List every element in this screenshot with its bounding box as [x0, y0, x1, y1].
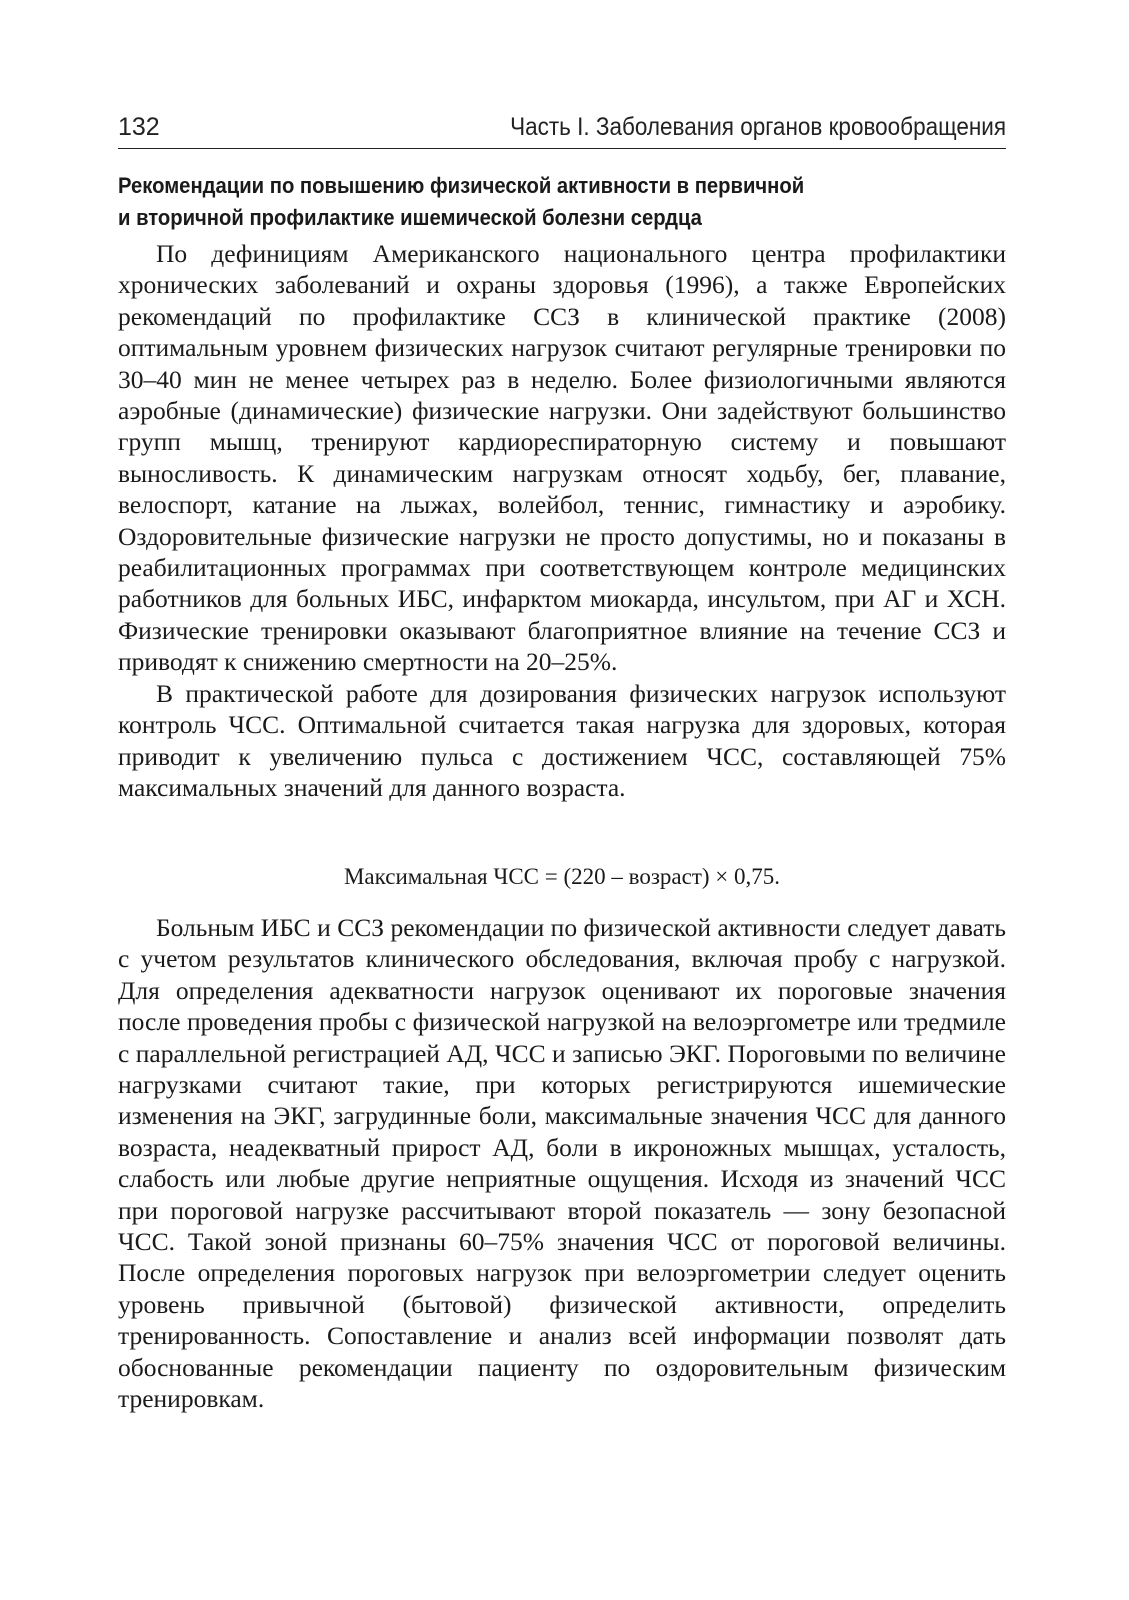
paragraph-recommendations: Больным ИБС и ССЗ рекомендации по физической активности следует давать с учетом результатов клинического обследования, включая пробу с нагрузкой. Для определения адекватности нагрузок оценивают их пороговые значения после проведения пробы с физической нагрузкой на велоэргометре или тредмиле с параллельной регистрацией АД, ЧСС и записью ЭКГ. Пороговыми по величине нагрузками считают такие, при которых регистрируются ишемические изменения на ЭКГ, загрудинные боли, максимальные значения ЧСС для данного возраста, неадекватный прирост АД, боли в икроножных мышцах, усталость, слабость или любые другие неприятные ощущения. Исходя из значений ЧСС при пороговой нагрузке рассчитывают второй показатель — зону безопасной ЧСС. Такой зоной признаны 60–75% значения ЧСС от пороговой величины. После определения пороговых нагрузок при велоэргометрии следует оценить уровень привычной (бытовой) физической активности, определить тренированность. Сопоставление и анализ всей информации позволят дать обоснованные рекомендации пациенту по оздоровительным физическим тренировкам.	[118, 913, 1006, 1414]
section-heading	[118, 170, 1006, 234]
page-number: 132	[118, 113, 160, 141]
paragraph-physical-activity: По дефинициям Американского национального центра профилактики хронических заболеваний и охраны здоровья (1996), а также Европейских рекомендаций по профилактике ССЗ в клинической практике (2008) оптимальным уровнем физических нагрузок считают регулярные тренировки по 30–40 мин не менее четырех раз в неделю. Более физиологичными являются аэробные (динамические) физические нагрузки. Они задействуют большинство групп мышц, тренируют кардиореспираторную систему и повышают выносливость. К динамическим нагрузкам относят ходьбу, бег, плавание, велоспорт, катание на лыжах, волейбол, теннис, гимнастику и аэробику. Оздоровительные физические нагрузки не просто допустимы, но и показаны в реабилитационных программах при соответствующем контроле медицинских работников для больных ИБС, инфарктом миокарда, инсультом, при АГ и ХСН. Физические тренировки оказывают благоприятное влияние на течение ССЗ и приводят к снижению смертности на 20–25%.	[118, 239, 1006, 677]
document-page	[118, 0, 1006, 1600]
section-heading-line-2: и вторичной профилактике ишемической болезни сердца	[118, 205, 702, 230]
body-text-block-1	[118, 238, 1006, 803]
running-header	[118, 112, 1006, 149]
section-heading-line-1: Рекомендации по повышению физической активности в первичной	[118, 173, 805, 198]
body-text-block-2	[118, 912, 1006, 1415]
paragraph-heart-rate-control: В практической работе для дозирования физических нагрузок используют контроль ЧСС. Оптимальной считается такая нагрузка для здоровых, которая приводит к увеличению пульса с достижением ЧСС, составляющей 75% максимальных значений для данного возраста.	[118, 678, 1006, 802]
running-title: Часть I. Заболевания органов кровообращения	[510, 113, 1006, 141]
max-heart-rate-formula: Максимальная ЧСС = (220 – возраст) × 0,75.	[343, 864, 781, 889]
